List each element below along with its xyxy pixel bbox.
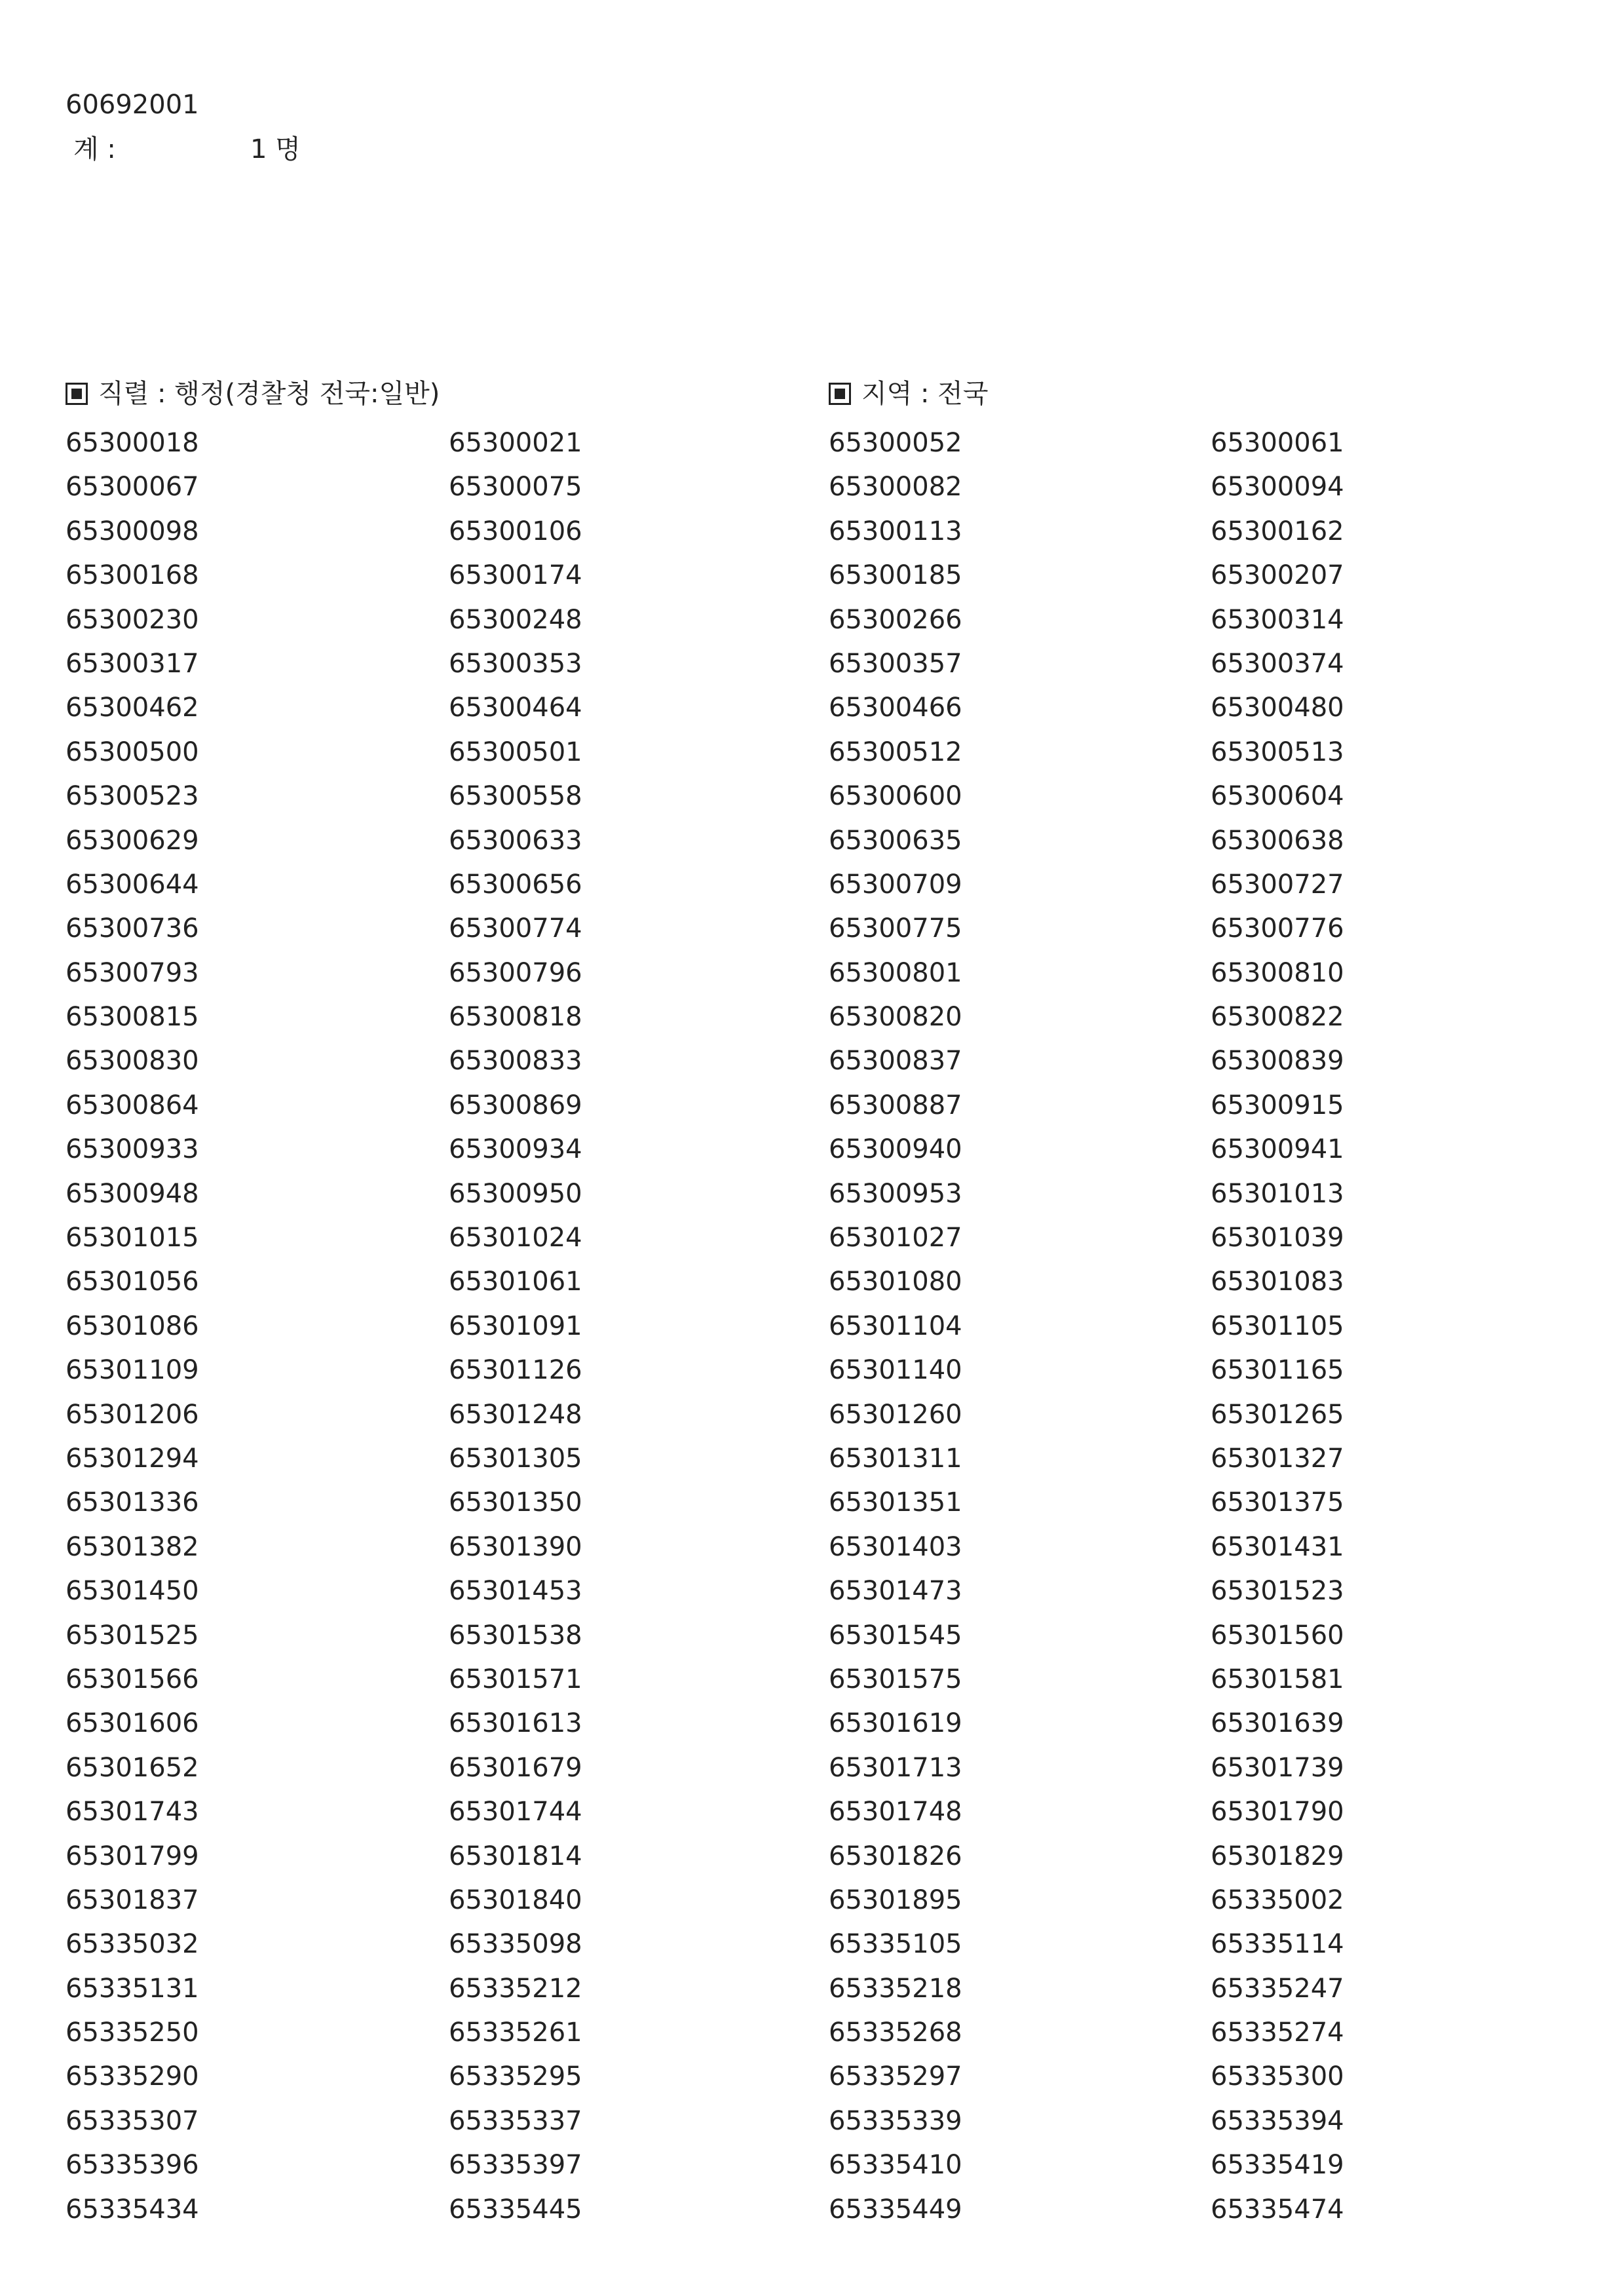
candidate-number: 65300796 [449,957,582,988]
candidate-number: 65300833 [449,1046,582,1077]
candidate-number: 65300500 [66,737,199,767]
table-row [66,1043,1612,1086]
candidate-number: 65301104 [829,1311,962,1341]
candidate-number: 65335247 [1211,1973,1344,2004]
candidate-number: 65300887 [829,1090,962,1120]
candidate-number: 65301126 [449,1355,582,1386]
candidate-number: 65300830 [66,1046,199,1077]
candidate-number: 65301305 [449,1443,582,1474]
table-row [66,2191,1612,2235]
candidate-number: 65300266 [829,604,962,635]
candidate-number: 65300462 [66,693,199,723]
candidate-number: 65300248 [449,604,582,635]
candidate-number: 65301790 [1211,1797,1344,1827]
candidate-number: 65301829 [1211,1841,1344,1871]
table-row [66,1617,1612,1661]
candidate-number: 65300098 [66,516,199,546]
candidate-number: 65301382 [66,1531,199,1562]
table-row [66,1087,1612,1131]
candidate-number: 65301571 [449,1664,582,1694]
candidate-number: 65301523 [1211,1576,1344,1607]
candidate-number: 65301575 [829,1664,962,1694]
candidate-number: 65300933 [66,1134,199,1165]
table-row [66,1838,1612,1882]
candidate-number: 65301453 [449,1576,582,1607]
candidate-number: 65300941 [1211,1134,1344,1165]
candidate-number: 65300815 [66,1002,199,1033]
candidate-number: 65301013 [1211,1178,1344,1209]
candidate-number: 65335261 [449,2018,582,2048]
candidate-number: 65300314 [1211,604,1344,635]
table-row [66,999,1612,1043]
candidate-number: 65335434 [66,2194,199,2225]
candidate-number: 65300600 [829,781,962,812]
candidate-number: 65300230 [66,604,199,635]
previous-section-number: 60692001 [66,90,199,120]
candidate-number: 65300061 [1211,428,1344,458]
candidate-number: 65300513 [1211,737,1344,767]
table-row [66,513,1612,557]
table-row [66,1882,1612,1926]
candidate-number: 65301739 [1211,1752,1344,1783]
candidate-number: 65301748 [829,1797,962,1827]
candidate-number: 65301336 [66,1487,199,1518]
candidate-number: 65300940 [829,1134,962,1165]
candidate-number: 65300709 [829,869,962,900]
table-row [66,734,1612,778]
candidate-number: 65300727 [1211,869,1344,900]
table-row [66,1750,1612,1793]
candidate-number: 65300948 [66,1178,199,1209]
candidate-number: 65300818 [449,1002,582,1033]
candidate-number: 65300793 [66,957,199,988]
candidate-number: 65335290 [66,2061,199,2092]
candidate-number: 65300774 [449,913,582,944]
candidate-number: 65335297 [829,2061,962,2092]
candidate-number: 65335212 [449,1973,582,2004]
candidate-number: 65300466 [829,693,962,723]
candidate-number: 65335114 [1211,1929,1344,1960]
table-row [66,689,1612,733]
candidate-number: 65335218 [829,1973,962,2004]
candidate-number: 65301027 [829,1223,962,1253]
table-row [66,1705,1612,1749]
candidate-number: 65301311 [829,1443,962,1474]
candidate-number: 65301613 [449,1708,582,1739]
candidate-number: 65300810 [1211,957,1344,988]
candidate-number: 65301327 [1211,1443,1344,1474]
candidate-number: 65300185 [829,560,962,591]
category-header-text: 직렬 : 행정(경찰청 전국:일반) [98,379,440,409]
candidate-number: 65301814 [449,1841,582,1871]
candidate-number: 65335445 [449,2194,582,2225]
candidate-number: 65301581 [1211,1664,1344,1694]
candidate-number: 65301024 [449,1223,582,1253]
candidate-number: 65300604 [1211,781,1344,812]
candidate-number: 65301061 [449,1267,582,1297]
table-row [66,1793,1612,1837]
candidate-number: 65301015 [66,1223,199,1253]
table-row [66,955,1612,999]
table-row [66,2058,1612,2102]
candidate-number: 65301744 [449,1797,582,1827]
candidate-number: 65301713 [829,1752,962,1783]
candidate-number: 65301840 [449,1885,582,1915]
table-row [66,425,1612,469]
candidate-number: 65300357 [829,648,962,679]
candidate-number: 65301652 [66,1752,199,1783]
table-row [66,2014,1612,2058]
candidate-number: 65301538 [449,1620,582,1651]
candidate-number: 65301560 [1211,1620,1344,1651]
candidate-number: 65300775 [829,913,962,944]
candidate-number: 65301350 [449,1487,582,1518]
candidate-number: 65300075 [449,472,582,503]
candidate-number: 65300464 [449,693,582,723]
candidate-number: 65335032 [66,1929,199,1960]
candidate-number: 65300869 [449,1090,582,1120]
candidate-number: 65300168 [66,560,199,591]
region-header-text: 지역 : 전국 [861,379,989,409]
candidate-number: 65301403 [829,1531,962,1562]
candidate-number: 65300082 [829,472,962,503]
candidate-number: 65335339 [829,2105,962,2136]
candidate-number: 65300018 [66,428,199,458]
table-row [66,1573,1612,1617]
candidate-number: 65300635 [829,825,962,856]
candidate-number: 65301140 [829,1355,962,1386]
candidate-number: 65335410 [829,2150,962,2181]
candidate-number: 65300480 [1211,693,1344,723]
number-grid [66,425,1612,2235]
candidate-number: 65300501 [449,737,582,767]
candidate-number: 65335397 [449,2150,582,2181]
table-row [66,1263,1612,1307]
candidate-number: 65300822 [1211,1002,1344,1033]
candidate-number: 65301799 [66,1841,199,1871]
candidate-number: 65301294 [66,1443,199,1474]
candidate-number: 65301039 [1211,1223,1344,1253]
candidate-number: 65335300 [1211,2061,1344,2092]
table-row [66,1396,1612,1440]
candidate-number: 65335449 [829,2194,962,2225]
candidate-number: 65300113 [829,516,962,546]
table-row [66,469,1612,512]
candidate-number: 65300374 [1211,648,1344,679]
candidate-number: 65301525 [66,1620,199,1651]
candidate-number: 65301206 [66,1399,199,1430]
candidate-number: 65301431 [1211,1531,1344,1562]
table-row [66,866,1612,910]
table-row [66,1440,1612,1484]
candidate-number: 65300317 [66,648,199,679]
candidate-number: 65300638 [1211,825,1344,856]
candidate-number: 65301091 [449,1311,582,1341]
candidate-number: 65335105 [829,1929,962,1960]
candidate-number: 65300820 [829,1002,962,1033]
candidate-number: 65300864 [66,1090,199,1120]
candidate-number: 65301080 [829,1267,962,1297]
table-row [66,1970,1612,2014]
table-row [66,1352,1612,1396]
candidate-number: 65300558 [449,781,582,812]
candidate-number: 65300353 [449,648,582,679]
candidate-number: 65301165 [1211,1355,1344,1386]
table-row [66,645,1612,689]
candidate-number: 65301473 [829,1576,962,1607]
candidate-number: 65301056 [66,1267,199,1297]
candidate-number: 65301109 [66,1355,199,1386]
total-line [73,131,301,168]
candidate-number: 65300207 [1211,560,1344,591]
candidate-number: 65301639 [1211,1708,1344,1739]
candidate-number: 65301895 [829,1885,962,1915]
table-row [66,1131,1612,1175]
table-row [66,1529,1612,1573]
candidate-number: 65300021 [449,428,582,458]
candidate-number: 65301837 [66,1885,199,1915]
candidate-number: 65301265 [1211,1399,1344,1430]
candidate-number: 65301619 [829,1708,962,1739]
table-row [66,1219,1612,1263]
candidate-number: 65300656 [449,869,582,900]
candidate-number: 65301390 [449,1531,582,1562]
candidate-number: 65335419 [1211,2150,1344,2181]
candidate-number: 65335098 [449,1929,582,1960]
candidate-number: 65301086 [66,1311,199,1341]
candidate-number: 65335295 [449,2061,582,2092]
table-row [66,2147,1612,2191]
table-row [66,557,1612,601]
candidate-number: 65300052 [829,428,962,458]
candidate-number: 65300915 [1211,1090,1344,1120]
candidate-number: 65300512 [829,737,962,767]
candidate-number: 65335337 [449,2105,582,2136]
candidate-number: 65300950 [449,1178,582,1209]
square-bullet-icon [829,383,851,405]
candidate-number: 65301545 [829,1620,962,1651]
candidate-number: 65300736 [66,913,199,944]
candidate-number: 65300162 [1211,516,1344,546]
candidate-number: 65301083 [1211,1267,1344,1297]
table-row [66,1308,1612,1352]
candidate-number: 65300644 [66,869,199,900]
candidate-number: 65335307 [66,2105,199,2136]
candidate-number: 65300953 [829,1178,962,1209]
square-bullet-icon [66,383,88,405]
total-count: 1 명 [250,134,301,164]
table-row [66,822,1612,866]
candidate-number: 65300837 [829,1046,962,1077]
candidate-number: 65301679 [449,1752,582,1783]
candidate-number: 65300067 [66,472,199,503]
candidate-number: 65300934 [449,1134,582,1165]
table-row [66,778,1612,822]
candidate-number: 65301450 [66,1576,199,1607]
candidate-number: 65300094 [1211,472,1344,503]
candidate-number: 65335268 [829,2018,962,2048]
table-row [66,1176,1612,1219]
candidate-number: 65335474 [1211,2194,1344,2225]
candidate-number: 65300174 [449,560,582,591]
candidate-number: 65300776 [1211,913,1344,944]
candidate-number: 65335131 [66,1973,199,2004]
table-row [66,602,1612,645]
candidate-number: 65301743 [66,1797,199,1827]
candidate-number: 65301105 [1211,1311,1344,1341]
candidate-number: 65300801 [829,957,962,988]
candidate-number: 65300633 [449,825,582,856]
candidate-number: 65301566 [66,1664,199,1694]
total-label: 계 : [73,134,116,164]
candidate-number: 65301375 [1211,1487,1344,1518]
candidate-number: 65335250 [66,2018,199,2048]
candidate-number: 65301826 [829,1841,962,1871]
table-row [66,1484,1612,1528]
candidate-number: 65301606 [66,1708,199,1739]
candidate-number: 65300839 [1211,1046,1344,1077]
candidate-number: 65301248 [449,1399,582,1430]
table-row [66,1926,1612,1970]
candidate-number: 65300629 [66,825,199,856]
region-header [829,375,988,412]
candidate-number: 65335396 [66,2150,199,2181]
candidate-number: 65300523 [66,781,199,812]
table-row [66,2103,1612,2147]
category-header [66,375,440,412]
candidate-number: 65335274 [1211,2018,1344,2048]
candidate-number: 65301260 [829,1399,962,1430]
candidate-number: 65301351 [829,1487,962,1518]
candidate-number: 65335394 [1211,2105,1344,2136]
table-row [66,910,1612,954]
candidate-number: 65300106 [449,516,582,546]
table-row [66,1661,1612,1705]
candidate-number: 65335002 [1211,1885,1344,1915]
